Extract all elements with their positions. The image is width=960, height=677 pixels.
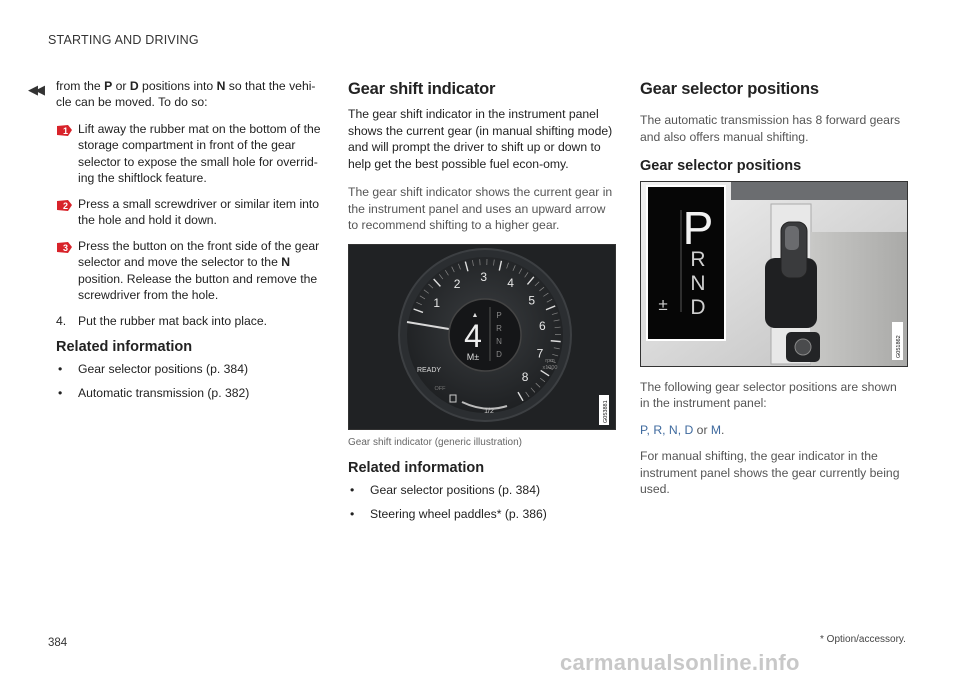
tick-label: 3 — [480, 269, 488, 284]
section-title: STARTING AND DRIVING — [48, 33, 199, 47]
svg-text:2: 2 — [63, 200, 69, 211]
step-badge-icon — [56, 199, 73, 212]
bullet-icon: • — [58, 361, 63, 376]
current-gear: 4 — [464, 317, 482, 354]
step-4-text: Put the rubber mat back into place. — [78, 313, 268, 328]
step-2-text: Press a small screwdriver or similar item into the hole and hold it down. — [78, 196, 320, 228]
manual-position: M — [710, 422, 722, 437]
tick-label: 4 — [507, 275, 514, 290]
gear-letter: R — [690, 247, 706, 271]
tick-mark — [551, 340, 561, 341]
gear-selector-subheading: Gear selector positions — [640, 158, 802, 175]
step-3-text: Press the button on the front side of the gear selector and move the selector to the N position. Release the button and remove the screwdriver from the hole. — [78, 238, 320, 303]
gear-shift-indicator-heading: Gear shift indicator — [348, 80, 496, 98]
figure-caption: Gear shift indicator (generic illustration) — [348, 436, 522, 448]
gear-letter: D — [496, 349, 502, 359]
step-badge-icon — [56, 124, 73, 137]
positions-list: P, R, N, D — [640, 422, 694, 437]
up-arrow-icon: ▲ — [471, 311, 479, 319]
related-heading: Related information — [348, 460, 485, 477]
tick-label: 1 — [433, 295, 441, 310]
step-2 — [56, 196, 324, 229]
related-item[interactable]: • Automatic transmission (p. 382) — [58, 386, 250, 401]
gear-letter: N — [496, 336, 502, 346]
off-label: OFF — [434, 385, 446, 392]
gear-letter: N — [690, 271, 706, 295]
column-3 — [640, 78, 908, 508]
related-heading: Related information — [56, 339, 193, 356]
figure-code: G051862 — [896, 335, 902, 358]
gear-selector-positions-heading: Gear selector positions — [640, 80, 819, 98]
tick-label: 6 — [538, 318, 546, 333]
lead-paragraph: The automatic transmission has 8 forward gears and also offers manual shifting. — [640, 113, 901, 144]
rpm-label: rpm — [545, 357, 555, 364]
tachometer-dial — [349, 245, 616, 430]
related-item[interactable]: • Gear selector positions (p. 384) — [350, 482, 541, 497]
instrument-cluster-image — [348, 244, 616, 430]
tick-label: 2 — [453, 276, 461, 291]
tick-label: 8 — [521, 369, 529, 384]
tick-label: 5 — [528, 293, 536, 308]
fuel-half-label: 1/2 — [484, 407, 494, 415]
positions-intro: The following gear selector positions are shown in the instrument panel: — [640, 379, 897, 411]
ready-label: READY — [416, 366, 442, 374]
watermark: carmanualsonline.info — [560, 650, 800, 675]
gear-letter: D — [690, 295, 706, 319]
step-1-text: Lift away the rubber mat on the bottom of the storage compartment in front of the gear selector to expose the small hole for overrid-ing the shiftlock feature. — [78, 121, 321, 186]
bullet-icon: • — [58, 386, 63, 401]
step-4 — [56, 313, 324, 329]
gear-letter-large: P — [682, 201, 714, 254]
lead-paragraph: The gear shift indicator in the instrument panel shows the current gear (in manual shifting mode) and will prompt the driver to shift up or down to help get the best possible fuel econ-omy. — [348, 107, 613, 171]
positions-line: P, R, N, D or M. — [640, 422, 725, 437]
bullet-icon: • — [350, 482, 355, 497]
gear-selector-image — [640, 181, 908, 367]
related-item[interactable]: • Gear selector positions (p. 384) — [58, 361, 249, 376]
bullet-icon: • — [350, 507, 355, 522]
step-badge-icon — [56, 241, 73, 254]
tick-label: 7 — [536, 346, 544, 361]
manual-paragraph: For manual shifting, the gear indicator in the instrument panel shows the gear currently being used. — [640, 449, 900, 497]
rpm-scale-label: x1000 — [542, 364, 558, 371]
gear-letter: P — [496, 310, 502, 320]
figure-code: G053881 — [603, 399, 609, 423]
related-item[interactable]: • Steering wheel paddles* (p. 386) — [350, 507, 547, 522]
svg-text:3: 3 — [63, 242, 69, 253]
column-2 — [348, 78, 616, 531]
step-4-number: 4. — [56, 313, 67, 328]
page-number: 384 — [48, 637, 68, 649]
step-1 — [56, 121, 324, 187]
gear-letter: R — [496, 323, 502, 333]
step-3 — [56, 238, 324, 304]
footnote: * Option/accessory. — [820, 634, 906, 645]
mode-indicator: M± — [466, 351, 480, 362]
intro-paragraph: from the P or D positions into N so that the vehi-cle can be moved. To do so: — [56, 79, 316, 110]
column-1 — [56, 78, 324, 410]
plus-minus-icon: ± — [658, 294, 668, 314]
svg-text:1: 1 — [63, 125, 69, 136]
body-paragraph: The gear shift indicator shows the current gear in the instrument panel and uses an upward arrow to recommend shifting to a higher gear. — [348, 185, 613, 233]
back-arrows-icon[interactable]: ◀◀ — [28, 82, 42, 97]
